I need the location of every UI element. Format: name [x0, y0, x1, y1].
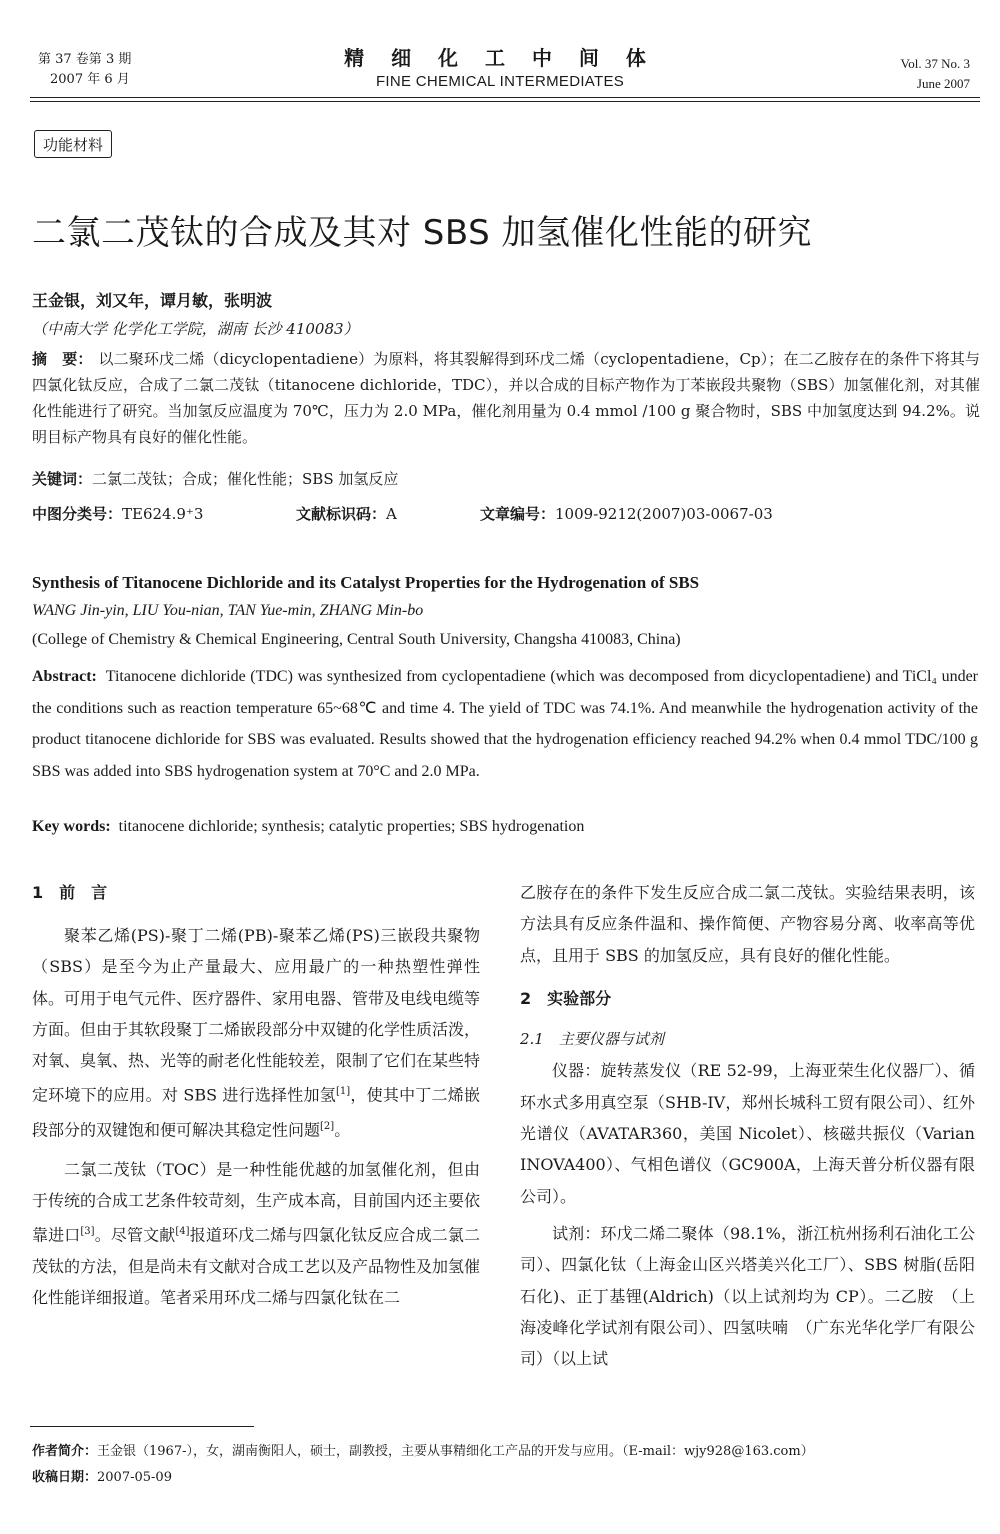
- keywords-cn-text: 二氯二茂钛；合成；催化性能；SBS 加氢反应: [92, 470, 399, 488]
- intro-p2-text-a: 二氯二茂钛（TOC）是一种性能优越的加氢催化剂，但由于传统的合成工艺条件较苛刻，生产成本高，目前国内还主要依靠进口: [32, 1159, 481, 1245]
- keywords-en-text: titanocene dichloride; synthesis; catalytic properties; SBS hydrogenation: [118, 818, 585, 835]
- section-2-heading: 2 实验部分: [520, 988, 612, 1008]
- journal-name: [0, 42, 1000, 90]
- header-rule: [30, 97, 980, 98]
- issue-info-en: [901, 54, 970, 94]
- header-rule-thin: [30, 101, 980, 102]
- clc-label: 中图分类号：: [32, 505, 123, 523]
- article-number-value: 1009-9212(2007)03-0067-03: [555, 505, 773, 523]
- citation-1: [1]: [335, 1086, 351, 1098]
- intro-paragraph-2: [32, 1154, 480, 1314]
- reagents-paragraph: 试剂：环戊二烯二聚体（98.1%，浙江杭州扬利石油化工公司）、四氯化钛（上海金山区兴塔美兴化工厂）、SBS 树脂(岳阳石化)、正丁基锂(Aldrich)（以上试剂均为 CP）。二乙胺 （上海凌峰化学试剂有限公司）、四氢呋喃 （广东光华化学厂有限公司）（以上试: [520, 1223, 975, 1369]
- clc-value: TE624.9⁺3: [122, 505, 204, 523]
- intro-p1-text: 聚苯乙烯(PS)-聚丁二烯(PB)-聚苯乙烯(PS)三嵌段共聚物（SBS）是至今为止产量最大、应用最广的一种热塑性弹性体。可用于电气元件、医疗器件、家用电器、管带及电线电缆等方面。但由于其软段聚丁二烯嵌段部分中双键的化学性质活泼，对氧、臭氧、热、光等的耐老化性能较差，限制了它们在某些特定环境下的应用。对 SBS 进行选择性加氢: [32, 926, 481, 1105]
- affiliation-cn: （中南大学 化学化工学院，湖南 长沙 410083）: [32, 320, 359, 338]
- body-left-column: [32, 920, 480, 1314]
- abstract-en-text: Titanocene dichloride (TDC) was synthesized from cyclopentadiene (which was decomposed from dicyclopentadiene) and TiCl₄ under the conditions such as reaction temperature 65~68℃ and time 4. The yield of TDC was 74.1%. And meanwhile the hydrogenation activity of the product titanocene dichloride for SBS was evaluated. Results showed that the hydrogenation efficiency reached 94.2% when 0.4 mmol TDC/100 g SBS was added into SBS hydrogenation system at 70°C and 2.0 MPa.: [32, 668, 979, 780]
- column-tag: 功能材料: [34, 130, 112, 158]
- abstract-cn: [32, 346, 980, 450]
- keywords-cn: [32, 468, 398, 489]
- abstract-cn-text: 以二聚环戊二烯（dicyclopentadiene）为原料，将其裂解得到环戊二烯（cyclopentadiene，Cp）；在二乙胺存在的条件下将其与四氯化钛反应，合成了二氯二茂钛（titanocene dichloride，TDC），并以合成的目标产物作为丁苯嵌段共聚物（SBS）加氢催化剂，对其催化性能进行了研究。当加氢反应温度为 70℃，压力为 2.0 MPa，催化剂用量为 0.4 mmol /100 g 聚合物时，SBS 中加氢度达到 94.2%。说明目标产物具有良好的催化性能。: [32, 350, 980, 446]
- keywords-en: [32, 818, 584, 836]
- affiliation-en: (College of Chemistry & Chemical Engineering, Central South University, Changsha 410083, China): [32, 631, 681, 648]
- author-bio: [32, 1440, 814, 1459]
- instruments-paragraph: 仪器：旋转蒸发仪（RE 52-99，上海亚荣生化仪器厂）、循环水式多用真空泵（SHB-IV，郑州长城科工贸有限公司）、红外光谱仪（AVATAR360，美国 Nicolet）、核磁共振仪（Varian INOVA400）、气相色谱仪（GC900A，上海天普分析仪器有限公司）。: [520, 1061, 975, 1206]
- keywords-en-label: Key words:: [32, 818, 111, 835]
- doc-code-value: A: [386, 505, 397, 523]
- abstract-en: [32, 661, 978, 787]
- citation-3: [3]: [80, 1226, 95, 1238]
- authors-en: WANG Jin-yin, LIU You-nian, TAN Yue-min, ZHANG Min-bo: [32, 602, 424, 619]
- article-number-label: 文章编号：: [480, 505, 556, 523]
- received-date: [32, 1466, 172, 1485]
- issue-volume-en: Vol. 37 No. 3: [900, 56, 970, 71]
- intro-p2-text-c: 报道环戊二烯与四氯化钛反应合成二氯二茂钛的方法，但是尚未有文献对合成工艺以及产品物性及加氢催化性能详细报道。笔者采用环戊二烯与四氯化钛在二: [32, 1225, 481, 1308]
- abstract-en-label: Abstract:: [32, 668, 97, 685]
- received-date-text: 2007-05-09: [97, 1470, 172, 1485]
- citation-4: [4]: [175, 1226, 190, 1238]
- author-bio-text: 王金银（1967-），女，湖南衡阳人，硕士，副教授，主要从事精细化工产品的开发与应用。（E-mail：wjy928@163.com）: [97, 1444, 814, 1459]
- section-1-heading: 1 前 言: [32, 883, 108, 902]
- footnote-rule: [30, 1426, 254, 1427]
- journal-name-en: FINE CHEMICAL INTERMEDIATES: [375, 73, 625, 90]
- body-right-column: [520, 877, 975, 1374]
- citation-2: [2]: [320, 1121, 335, 1133]
- subsection-2-1-heading: 2.1 主要仪器与试剂: [520, 1030, 664, 1049]
- intro-paragraph-1: [32, 920, 480, 1146]
- abstract-cn-label: 摘 要：: [32, 350, 93, 368]
- journal-name-cn: 精 细 化 工 中 间 体: [344, 46, 656, 70]
- issue-volume-cn: 第 37 卷第 3 期: [38, 52, 132, 67]
- article-number: [480, 503, 773, 524]
- intro-p2-text-b: 。尽管文献: [94, 1225, 176, 1245]
- intro-paragraph-2-continued: 乙胺存在的条件下发生反应合成二氯二茂钛。实验结果表明，该方法具有反应条件温和、操作简便、产物容易分离、收率高等优点，且用于 SBS 的加氢反应，具有良好的催化性能。: [520, 883, 975, 965]
- authors-cn: 王金银，刘又年，谭月敏，张明波: [32, 291, 273, 310]
- document-code: [296, 503, 397, 524]
- article-title-en: Synthesis of Titanocene Dichloride and its Catalyst Properties for the Hydrogenation of SBS: [32, 573, 700, 592]
- author-bio-label: 作者简介：: [32, 1444, 98, 1459]
- issue-date-cn: 2007 年 6 月: [50, 72, 130, 87]
- intro-p1-text-b: ，使其中丁二烯嵌段部分的双键饱和便可解决其稳定性问题: [32, 1085, 480, 1140]
- intro-p1-text-c: 。: [334, 1120, 351, 1140]
- issue-date-en: June 2007: [916, 76, 970, 91]
- keywords-cn-label: 关键词：: [32, 470, 93, 488]
- article-title-cn: 二氯二茂钛的合成及其对 SBS 加氢催化性能的研究: [32, 213, 813, 253]
- doc-code-label: 文献标识码：: [296, 505, 387, 523]
- clc-number: [32, 503, 203, 524]
- received-date-label: 收稿日期：: [32, 1470, 98, 1485]
